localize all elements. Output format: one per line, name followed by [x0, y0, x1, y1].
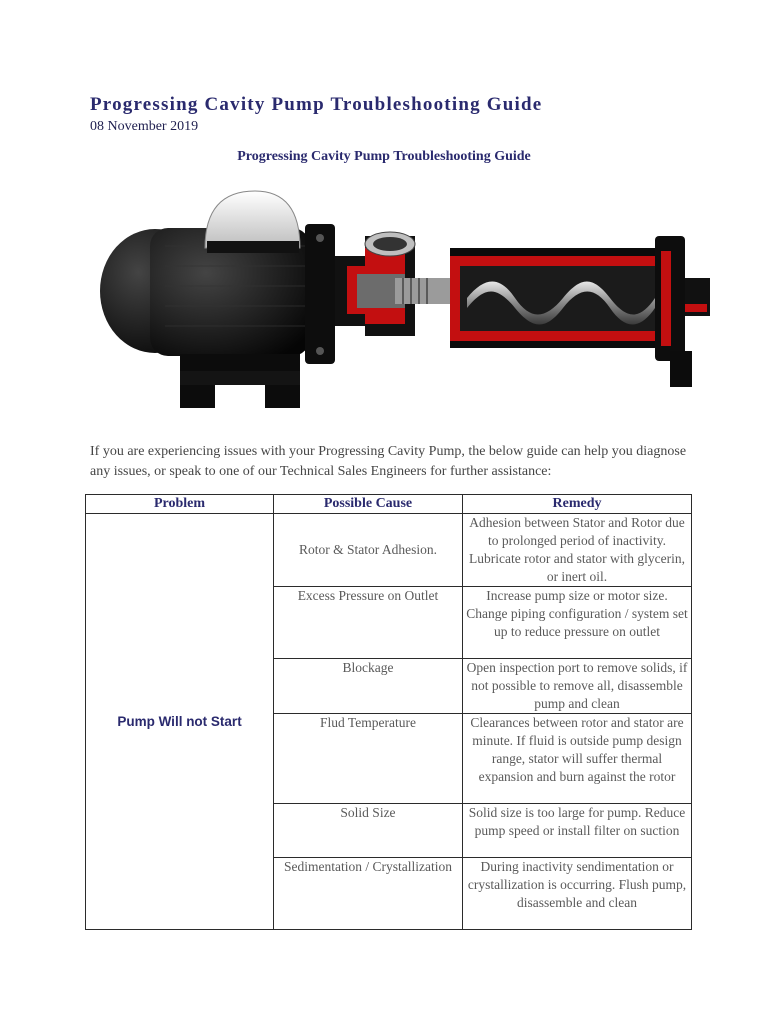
- section-heading: Progressing Cavity Pump Troubleshooting Guide: [237, 149, 531, 164]
- remedy-cell: Clearances between rotor and stator are minute. If fluid is outside pump design range, stator will suffer thermal expansion and burn against the rotor: [463, 714, 692, 804]
- pump-cutaway-image: [95, 186, 715, 416]
- table-row: [86, 514, 692, 587]
- header-problem: Problem: [86, 495, 274, 514]
- remedy-cell: During inactivity sendimentation or crystallization is occurring. Flush pump, disassemble and clean: [463, 858, 692, 930]
- troubleshooting-table: [85, 494, 692, 930]
- cause-cell: Rotor & Stator Adhesion.: [274, 514, 463, 587]
- header-possible-cause: Possible Cause: [274, 495, 463, 514]
- remedy-cell: Adhesion between Stator and Rotor due to prolonged period of inactivity. Lubricate rotor and stator with glycerin, or inert oil.: [463, 514, 692, 587]
- page-title: Progressing Cavity Pump Troubleshooting Guide: [90, 94, 543, 115]
- cause-cell: Flud Temperature: [274, 714, 463, 804]
- intro-paragraph: If you are experiencing issues with your Progressing Cavity Pump, the below guide can help you diagnose any issues, or speak to one of our Technical Sales Engineers for further assistance:: [90, 444, 687, 479]
- cause-cell: Solid Size: [274, 804, 463, 858]
- remedy-cell: Open inspection port to remove solids, if not possible to remove all, disassemble pump and clean: [463, 659, 692, 714]
- cause-cell: Sedimentation / Crystallization: [274, 858, 463, 930]
- publish-date: 08 November 2019: [90, 119, 199, 134]
- remedy-cell: Increase pump size or motor size. Change piping configuration / system set up to reduce pressure on outlet: [463, 587, 692, 659]
- header-remedy: Remedy: [463, 495, 692, 514]
- cause-cell: Excess Pressure on Outlet: [274, 587, 463, 659]
- problem-cell: Pump Will not Start: [86, 514, 274, 930]
- cause-cell: Blockage: [274, 659, 463, 714]
- remedy-cell: Solid size is too large for pump. Reduce pump speed or install filter on suction: [463, 804, 692, 858]
- table-header-row: [86, 495, 692, 514]
